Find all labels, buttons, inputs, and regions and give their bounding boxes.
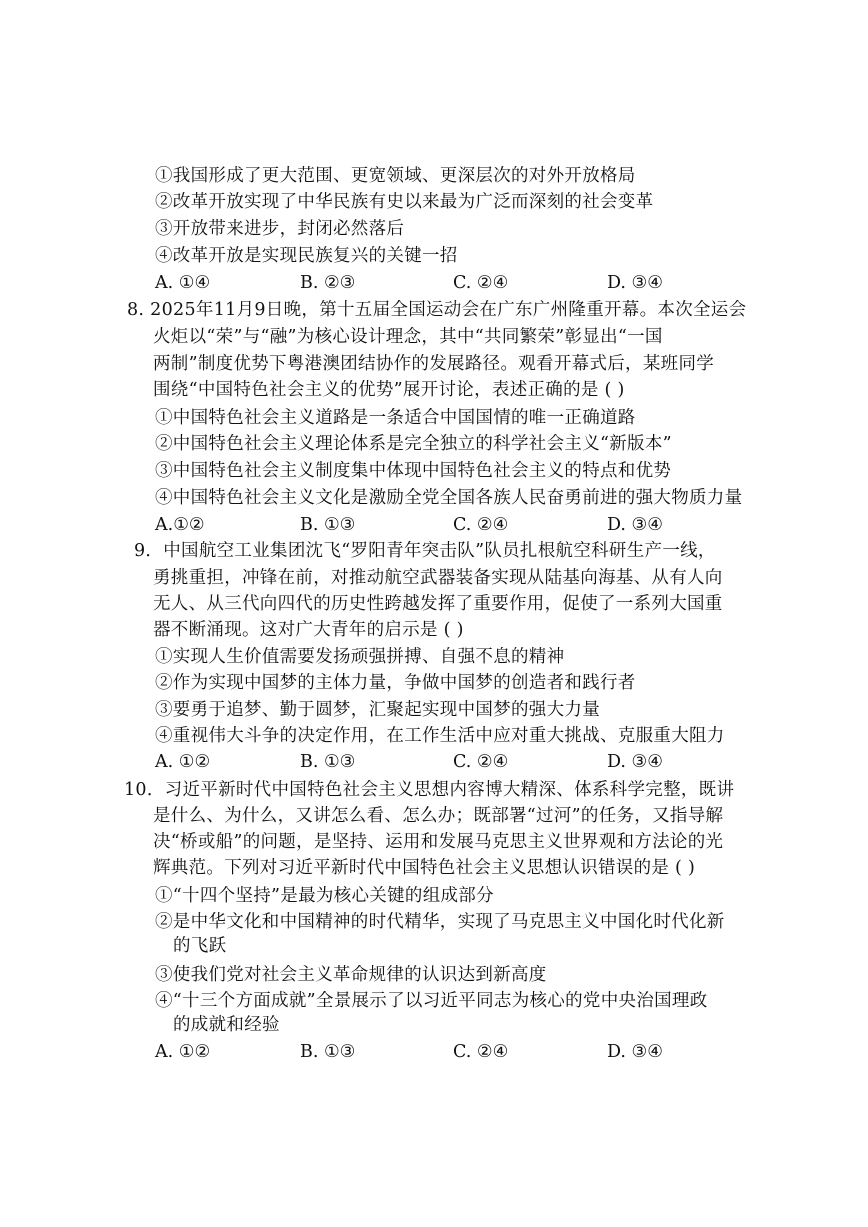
q7-option-b[interactable]: B. ②③ bbox=[300, 273, 356, 293]
q10-options bbox=[0, 1040, 868, 1064]
q9-stem-line-2: 勇挑重担，冲锋在前，对推动航空武器装备实现从陆基向海基、从有人向 bbox=[153, 568, 723, 588]
q10-option-a[interactable]: A. ①② bbox=[155, 1042, 211, 1062]
q7-statement-1: ①我国形成了更大范围、更宽领域、更深层次的对外开放格局 bbox=[155, 166, 636, 186]
q9-statement-3: ③要勇于追梦、勤于圆梦，汇聚起实现中国梦的强大力量 bbox=[155, 700, 600, 720]
q10-statement-4-cont: 的成就和经验 bbox=[173, 1015, 280, 1035]
q8-stem-line-2: 火炬以“荣”与“融”为核心设计理念，其中“共同繁荣”彰显出“一国 bbox=[153, 327, 663, 347]
q10-statement-1: ①“十四个坚持”是最为核心关键的组成部分 bbox=[155, 886, 494, 906]
q9-statement-2: ②作为实现中国梦的主体力量，争做中国梦的创造者和践行者 bbox=[155, 673, 636, 693]
q8-statement-2: ②中国特色社会主义理论体系是完全独立的科学社会主义“新版本” bbox=[155, 434, 672, 454]
q9-option-c[interactable]: C. ②④ bbox=[453, 752, 509, 772]
q8-option-b[interactable]: B. ①③ bbox=[300, 515, 356, 535]
q10-option-d[interactable]: D. ③④ bbox=[607, 1042, 663, 1062]
q7-statement-3: ③开放带来进步，封闭必然落后 bbox=[155, 219, 405, 239]
q8-stem-line-3: 两制”制度优势下粤港澳团结协作的发展路径。观看开幕式后，某班同学 bbox=[153, 354, 715, 374]
q8-statement-3: ③中国特色社会主义制度集中体现中国特色社会主义的特点和优势 bbox=[155, 461, 672, 481]
q9-option-b[interactable]: B. ①③ bbox=[300, 752, 356, 772]
q10-statement-2: ②是中华文化和中国精神的时代精华，实现了马克思主义中国化时代化新 bbox=[155, 912, 725, 932]
q10-stem-line-3: 决“桥或船”的问题，是坚持、运用和发展马克思主义世界观和方法论的光 bbox=[153, 832, 724, 852]
q7-option-d[interactable]: D. ③④ bbox=[607, 273, 663, 293]
q9-statement-4: ④重视伟大斗争的决定作用，在工作生活中应对重大挑战、克服重大阻力 bbox=[155, 726, 725, 746]
q8-statement-4: ④中国特色社会主义文化是激励全党全国各族人民奋勇前进的强大物质力量 bbox=[155, 488, 743, 508]
q10-stem-line-1: 10．习近平新时代中国特色社会主义思想内容博大精深、体系科学完整，既讲 bbox=[124, 780, 735, 800]
q8-stem-line-1: 8. 2025年11月9日晚，第十五届全国运动会在广东广州隆重开幕。本次全运会 bbox=[127, 300, 747, 320]
q10-option-c[interactable]: C. ②④ bbox=[453, 1042, 509, 1062]
q7-option-a[interactable]: A. ①④ bbox=[155, 273, 211, 293]
q8-statement-1: ①中国特色社会主义道路是一条适合中国国情的唯一正确道路 bbox=[155, 408, 636, 428]
q8-stem-line-4: 围绕“中国特色社会主义的优势”展开讨论，表述正确的是 ( ) bbox=[153, 380, 625, 400]
q8-option-a[interactable]: A.①② bbox=[155, 515, 205, 535]
q8-option-c[interactable]: C. ②④ bbox=[453, 515, 509, 535]
q7-statement-2: ②改革开放实现了中华民族有史以来最为广泛而深刻的社会变革 bbox=[155, 192, 654, 212]
q10-statement-4: ④“十三个方面成就”全景展示了以习近平同志为核心的党中央治国理政 bbox=[155, 991, 708, 1011]
q7-statement-4: ④改革开放是实现民族复兴的关键一招 bbox=[155, 246, 458, 266]
q9-options bbox=[0, 750, 868, 774]
q9-stem-line-3: 无人、从三代向四代的历史性跨越发挥了重要作用，促使了一系列大国重 bbox=[153, 594, 723, 614]
q10-option-b[interactable]: B. ①③ bbox=[300, 1042, 356, 1062]
q7-options bbox=[0, 271, 868, 295]
q9-stem-line-1: 9．中国航空工业集团沈飞“罗阳青年突击队”队员扎根航空科研生产一线， bbox=[134, 541, 716, 561]
q7-option-c[interactable]: C. ②④ bbox=[453, 273, 509, 293]
q9-statement-1: ①实现人生价值需要发扬顽强拼搏、自强不息的精神 bbox=[155, 647, 565, 667]
q8-option-d[interactable]: D. ③④ bbox=[607, 515, 663, 535]
q10-statement-3: ③使我们党对社会主义革命规律的认识达到新高度 bbox=[155, 965, 547, 985]
q9-stem-line-4: 器不断涌现。这对广大青年的启示是 ( ) bbox=[153, 620, 464, 640]
q10-stem-line-2: 是什么、为什么，又讲怎么看、怎么办；既部署“过河”的任务，又指导解 bbox=[153, 806, 724, 826]
q9-option-a[interactable]: A. ①② bbox=[155, 752, 211, 772]
q10-stem-line-4: 辉典范。下列对习近平新时代中国特色社会主义思想认识错误的是 ( ) bbox=[153, 858, 696, 878]
q8-options bbox=[0, 513, 868, 537]
q9-option-d[interactable]: D. ③④ bbox=[607, 752, 663, 772]
q10-statement-2-cont: 的飞跃 bbox=[173, 936, 227, 956]
